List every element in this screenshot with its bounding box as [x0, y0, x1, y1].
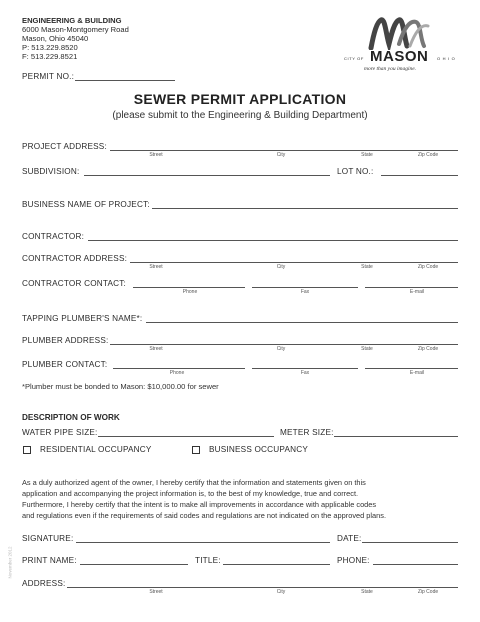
mason-wave-icon — [344, 14, 464, 50]
org-fax: F: 513.229.8521 — [22, 52, 78, 61]
project-address-label: PROJECT ADDRESS: — [22, 142, 107, 151]
business-name-label: BUSINESS NAME OF PROJECT: — [22, 200, 150, 209]
project-street-caption: Street — [149, 152, 163, 158]
plumber-address-label: PLUMBER ADDRESS: — [22, 336, 109, 345]
print-name-label: PRINT NAME: — [22, 556, 77, 565]
plumber-phone-caption: Phone — [169, 370, 185, 376]
org-address-line2: Mason, Ohio 45040 — [22, 34, 89, 43]
contractor-contact-label: CONTRACTOR CONTACT: — [22, 279, 127, 288]
contractor-phone-caption: Phone — [182, 289, 198, 295]
project-city-caption: City — [276, 152, 286, 158]
permit-no-field[interactable] — [75, 80, 175, 81]
signer-state-caption: State — [361, 589, 373, 595]
signer-city-caption: City — [276, 589, 286, 595]
project-address-field[interactable] — [110, 150, 458, 151]
plumber-email-caption: E-mail — [409, 370, 425, 376]
phone-label: PHONE: — [337, 556, 370, 565]
date-label: DATE: — [337, 534, 362, 543]
contractor-address-field[interactable] — [130, 262, 458, 263]
plumber-contact-label: PLUMBER CONTACT: — [22, 360, 108, 369]
plumber-state-caption: State — [361, 346, 373, 352]
logo-name: MASON — [370, 48, 429, 65]
residential-occupancy-checkbox[interactable] — [23, 446, 31, 454]
lot-no-field[interactable] — [381, 175, 458, 176]
signer-address-label: ADDRESS: — [22, 579, 66, 588]
plumber-phone-field[interactable] — [113, 368, 245, 369]
contractor-phone-field[interactable] — [133, 287, 245, 288]
signature-field[interactable] — [76, 542, 330, 543]
plumber-zip-caption: Zip Code — [417, 346, 439, 352]
contractor-field[interactable] — [88, 240, 458, 241]
contractor-city-caption: City — [276, 264, 286, 270]
contractor-fax-field[interactable] — [252, 287, 358, 288]
signer-zip-caption: Zip Code — [417, 589, 439, 595]
signer-street-caption: Street — [149, 589, 163, 595]
title-label: TITLE: — [195, 556, 221, 565]
date-field[interactable] — [362, 542, 458, 543]
page-subtitle: (please submit to the Engineering & Building Department) — [112, 110, 368, 121]
plumber-fax-caption: Fax — [300, 370, 310, 376]
revision-date-note: November 2012 — [7, 546, 13, 579]
meter-size-label: METER SIZE: — [280, 428, 334, 437]
business-occupancy-label: BUSINESS OCCUPANCY — [209, 445, 308, 454]
contractor-email-caption: E-mail — [409, 289, 425, 295]
subdivision-label: SUBDIVISION: — [22, 167, 80, 176]
project-state-caption: State — [361, 152, 373, 158]
title-field[interactable] — [223, 564, 330, 565]
certification-line: As a duly authorized agent of the owner, I hereby certify that the information and statements given on this — [22, 478, 366, 487]
logo-tagline: more than you imagine. — [364, 66, 417, 72]
contractor-street-caption: Street — [149, 264, 163, 270]
water-pipe-size-label: WATER PIPE SIZE: — [22, 428, 98, 437]
subdivision-field[interactable] — [84, 175, 330, 176]
plumber-bond-note: *Plumber must be bonded to Mason: $10,000.00 for sewer — [22, 382, 219, 391]
business-occupancy-checkbox[interactable] — [192, 446, 200, 454]
residential-occupancy-label: RESIDENTIAL OCCUPANCY — [40, 445, 152, 454]
plumber-street-caption: Street — [149, 346, 163, 352]
certification-paragraph — [22, 477, 386, 521]
org-address-line1: 6000 Mason-Montgomery Road — [22, 25, 129, 34]
tapping-plumber-field[interactable] — [146, 322, 458, 323]
contractor-email-field[interactable] — [365, 287, 458, 288]
lot-no-label: LOT NO.: — [337, 167, 374, 176]
org-name: ENGINEERING & BUILDING — [22, 16, 122, 25]
plumber-email-field[interactable] — [365, 368, 458, 369]
contractor-label: CONTRACTOR: — [22, 232, 85, 241]
certification-line: application and accompanying the project information is, to the best of my knowledge, true and correct. — [22, 489, 359, 498]
phone-field[interactable] — [373, 564, 458, 565]
meter-size-field[interactable] — [334, 436, 458, 437]
certification-line: Furthermore, I hereby certify that the intent is to make all improvements in accordance with applicable codes — [22, 500, 377, 509]
logo-city-of: CITY OF — [344, 56, 364, 61]
org-phone: P: 513.229.8520 — [22, 43, 78, 52]
tapping-plumber-label: TAPPING PLUMBER'S NAME*: — [22, 314, 143, 323]
logo-state: OHIO — [437, 56, 458, 61]
contractor-state-caption: State — [361, 264, 373, 270]
contractor-zip-caption: Zip Code — [417, 264, 439, 270]
permit-no-label: PERMIT NO.: — [22, 72, 75, 81]
print-name-field[interactable] — [80, 564, 188, 565]
plumber-fax-field[interactable] — [252, 368, 358, 369]
signer-address-field[interactable] — [67, 587, 458, 588]
water-pipe-size-field[interactable] — [98, 436, 274, 437]
description-of-work-heading: DESCRIPTION OF WORK — [22, 413, 120, 422]
page-title: SEWER PERMIT APPLICATION — [133, 91, 347, 107]
contractor-address-label: CONTRACTOR ADDRESS: — [22, 254, 128, 263]
certification-line: and regulations even if the requirements of said codes and regulations are not indicated on the approved plans. — [22, 511, 387, 520]
business-name-field[interactable] — [152, 208, 458, 209]
contractor-fax-caption: Fax — [300, 289, 310, 295]
city-logo — [344, 14, 464, 76]
plumber-city-caption: City — [276, 346, 286, 352]
signature-label: SIGNATURE: — [22, 534, 74, 543]
project-zip-caption: Zip Code — [417, 152, 439, 158]
plumber-address-field[interactable] — [110, 344, 458, 345]
